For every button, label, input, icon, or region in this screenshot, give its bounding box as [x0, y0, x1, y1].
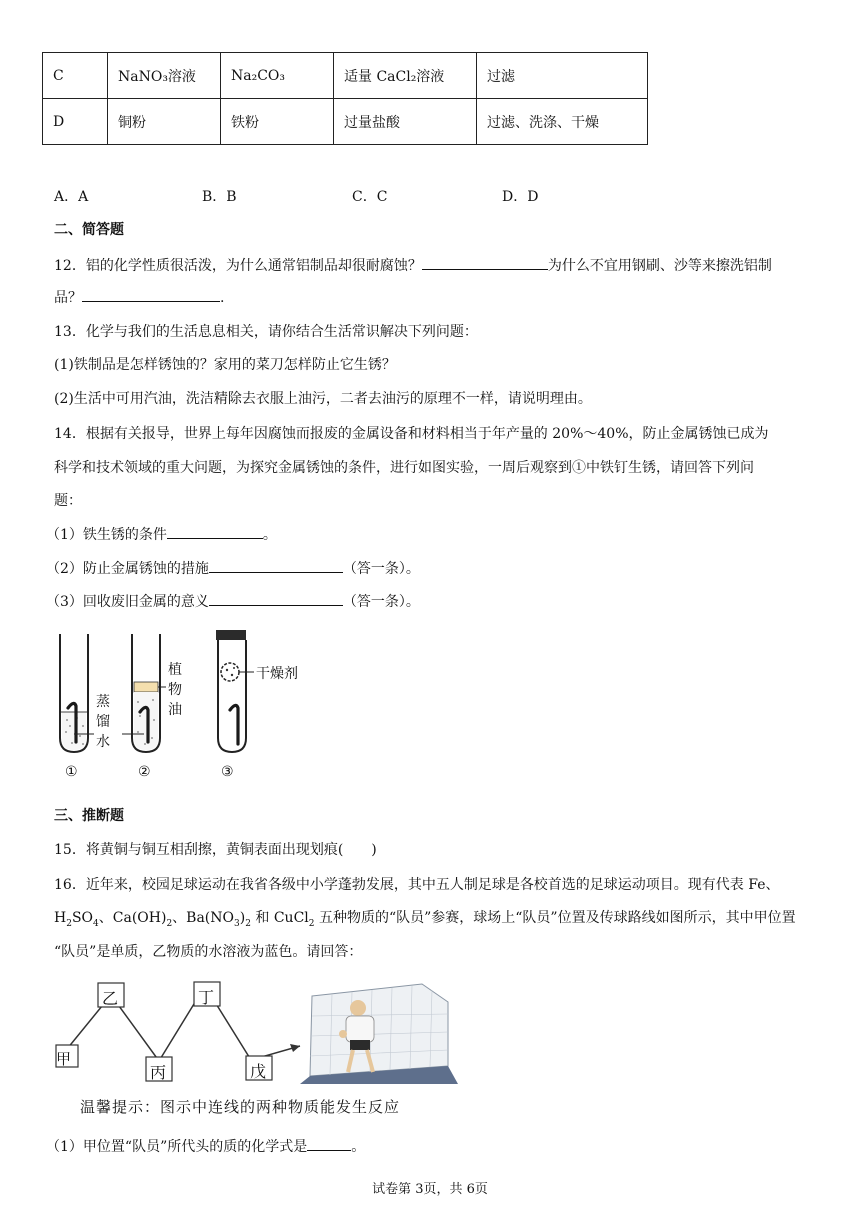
table-cell: 过滤、洗涤、干燥 — [477, 99, 648, 145]
question-14-line3: 题： — [54, 493, 82, 509]
label-desiccant: 干燥剂 — [256, 666, 298, 682]
table-cell: NaNO₃溶液 — [108, 53, 221, 99]
table-cell: Na₂CO₃ — [221, 53, 334, 99]
position-yi: 乙 — [102, 989, 119, 1008]
question-13-sub2: (2)生活中可用汽油，洗洁精除去衣服上油污，二者去油污的原理不一样，请说明理由。 — [54, 391, 592, 407]
table-cell: 铜粉 — [108, 99, 221, 145]
position-jia: 甲 — [56, 1050, 72, 1068]
test-tube-figure — [50, 626, 330, 786]
question-14-line2: 科学和技术领域的重大问题，为探究金属锈蚀的条件，进行如图实验，一周后观察到①中铁钉生锈，请回答下列问 — [54, 460, 754, 476]
options-table — [42, 52, 648, 145]
table-cell: C — [43, 53, 108, 99]
tube-number-1: ① — [65, 764, 78, 780]
table-cell: 适量 CaCl₂溶液 — [334, 53, 477, 99]
figure-tip: 温馨提示：图示中连线的两种物质能发生反应 — [80, 1098, 401, 1116]
section-heading-short-answer: 二、简答题 — [54, 222, 124, 238]
answer-blank[interactable] — [209, 558, 343, 573]
table-row — [43, 53, 648, 99]
page-footer: 试卷第 3页，共 6页 — [372, 1182, 488, 1197]
choice-c[interactable]: C．C — [352, 189, 388, 205]
position-bing: 丙 — [150, 1063, 167, 1082]
table-cell: D — [43, 99, 108, 145]
answer-blank[interactable] — [422, 255, 548, 270]
question-14-sub1: （1）铁生锈的条件 。 — [46, 524, 820, 545]
test-tube-3 — [216, 630, 246, 752]
section-heading-inference: 三、推断题 — [54, 808, 124, 824]
question-13-sub1: (1)铁制品是怎样锈蚀的？家用的菜刀怎样防止它生锈？ — [54, 357, 396, 373]
choice-d[interactable]: D．D — [502, 189, 539, 205]
table-cell: 过量盐酸 — [334, 99, 477, 145]
question-12-line2: 品？ . — [54, 287, 820, 308]
question-13-stem: 13．化学与我们的生活息息相关，请你结合生活常识解决下列问题： — [54, 324, 478, 340]
table-cell: 过滤 — [477, 53, 648, 99]
question-14-sub3: （3）回收废旧金属的意义 （答一条）。 — [46, 591, 820, 612]
question-16-sub1: （1）甲位置“队员”所代头的质的化学式是 。 — [46, 1136, 820, 1157]
question-16-line1: 16．近年来，校园足球运动在我省各级中小学蓬勃发展，其中五人制足球是各校首选的足球运动项目。现有代表 Fe、 — [54, 877, 780, 893]
answer-blank[interactable] — [307, 1136, 351, 1151]
tube-number-2: ② — [138, 764, 151, 780]
position-ding: 丁 — [198, 988, 215, 1007]
answer-blank[interactable] — [167, 524, 263, 539]
question-14-line1: 14．根据有关报导，世界上每年因腐蚀而报废的金属设备和材料相当于年产量的 20%～40%，防止金属锈蚀已成为 — [54, 426, 769, 442]
question-14-sub2: （2）防止金属锈蚀的措施 （答一条）。 — [46, 558, 820, 579]
table-row — [43, 99, 648, 145]
goal-net-picture — [300, 984, 458, 1084]
label-vegetable-oil: 植 物 油 — [168, 662, 182, 718]
question-16-line2: $H_2SO_4$、$Ca(OH)_2$、$Ba(NO_3)_2$ 和 CuCl$_2$ 五种物质的“队员”参赛，球场上“队员”位置及传球路线如图所示，其中甲位置 — [54, 910, 796, 929]
answer-blank[interactable] — [82, 287, 220, 302]
position-wu: 戊 — [250, 1062, 267, 1081]
tube-number-3: ③ — [221, 764, 234, 780]
label-distilled-water: 蒸 馏 水 — [96, 694, 110, 750]
answer-blank[interactable] — [209, 591, 343, 606]
question-12-line1: 12．铝的化学性质很活泼，为什么通常铝制品却很耐腐蚀？ 为什么不宜用钢刷、沙等来擦洗铝制 — [54, 255, 820, 276]
question-15: 15．将黄铜与铜互相刮擦，黄铜表面出现划痕( ) — [54, 842, 377, 858]
choice-a[interactable]: A．A — [54, 189, 89, 205]
table-cell: 铁粉 — [221, 99, 334, 145]
question-16-line3: “队员”是单质，乙物质的水溶液为蓝色。请回答： — [54, 944, 363, 960]
choice-b[interactable]: B．B — [202, 189, 237, 205]
